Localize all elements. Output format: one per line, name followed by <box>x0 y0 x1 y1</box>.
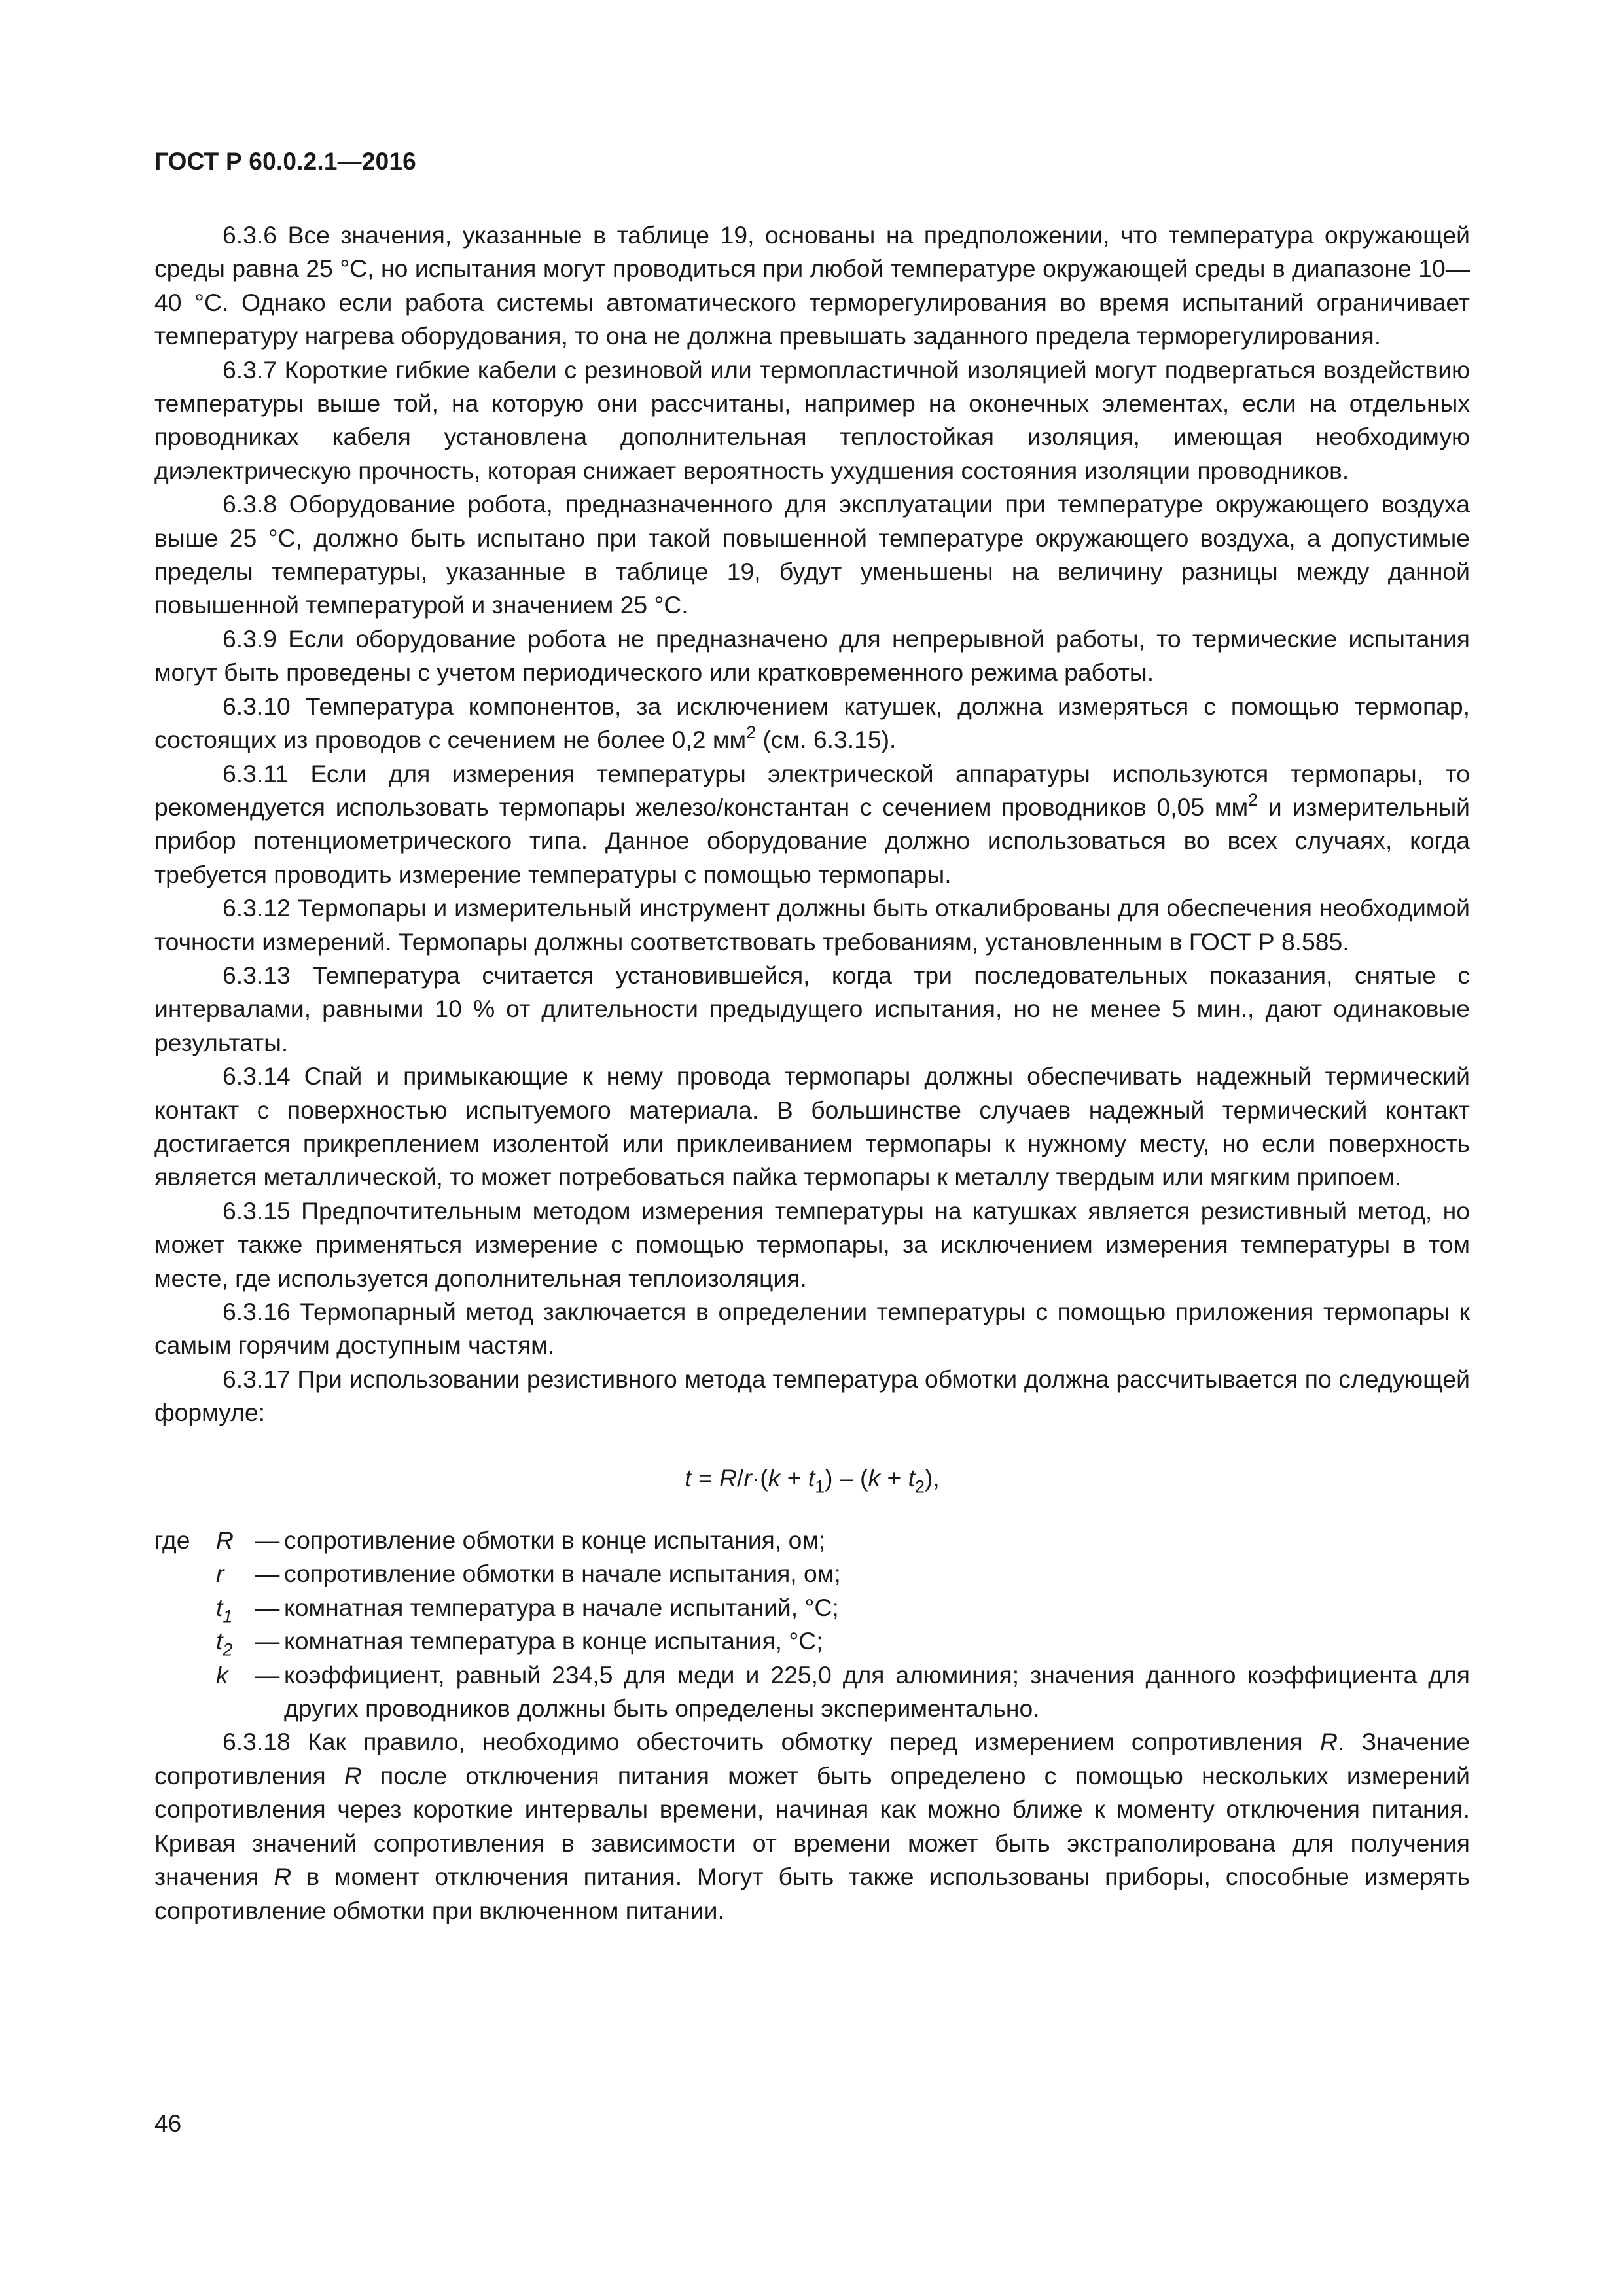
symbol-r: R <box>274 1863 292 1891</box>
formula-op: + <box>880 1463 908 1492</box>
legend-description: комнатная температура в конце испытания, °С; <box>284 1627 823 1655</box>
paragraph-6-3-15: 6.3.15 Предпочтительным методом измерения температуры на катушках является резистивный метод, но может также применяться измерение с помощью термопары, за исключением измерения температуры в том месте, где используется дополнительная теплоизоляция. <box>154 1196 1470 1292</box>
formula-subscript: 2 <box>915 1477 925 1497</box>
paragraph-6-3-6: 6.3.6 Все значения, указанные в таблице 19, основаны на предположении, что температура окружающей среды равна 25 °С, но испытания могут проводиться при любой температуре окружающей среды в диапазоне 10—40 °С. Однако если работа системы автоматического терморегулирования во время испытаний ограничивает температуру нагрева оборудования, то она не должна превышать заданного предела терморегулирования. <box>154 221 1470 350</box>
legend-lead: где <box>154 1526 190 1554</box>
paragraph-6-3-17: 6.3.17 При использовании резистивного метода температура обмотки должна рассчитывается по следующей формуле: <box>154 1365 1470 1427</box>
legend-dash: — <box>255 1560 280 1588</box>
paragraph-6-3-16: 6.3.16 Термопарный метод заключается в определении температуры с помощью приложения термопары к самым горячим доступным частям. <box>154 1298 1470 1359</box>
paragraph-6-3-8: 6.3.8 Оборудование робота, предназначенного для эксплуатации при температуре окружающего воздуха выше 25 °С, должно быть испытано при такой повышенной температуре окружающего воздуха, а допустимые пределы температуры, указанные в таблице 19, будут уменьшены на величину разницы между данной повышенной температурой и значением 25 °С. <box>154 490 1470 619</box>
paragraph-6-3-10 <box>154 690 1470 757</box>
page-number: 46 <box>154 2110 182 2137</box>
formula-symbol: k <box>868 1463 881 1492</box>
legend-dash: — <box>255 1526 280 1554</box>
symbol-r: R <box>1319 1728 1338 1756</box>
formula-op: ), <box>924 1463 940 1492</box>
formula-op: ) – ( <box>825 1463 868 1492</box>
paragraph-text: после отключения питания может быть определено с помощью нескольких измерений сопротивления через короткие интервалы времени, начиная как можно ближе к моменту отключения питания. Кривая значений сопротивления в зависимости от времени может быть экстраполирована для получения значения <box>154 1761 1470 1891</box>
paragraph-text: (см. 6.3.15). <box>756 726 897 754</box>
paragraph-text: 6.3.18 Как правило, необходимо обесточить обмотку перед измерением сопротивления <box>223 1728 1320 1756</box>
formula-subscript: 1 <box>815 1477 825 1497</box>
formula-symbol: t <box>908 1463 916 1492</box>
paragraph-6-3-11 <box>154 757 1470 892</box>
legend-description: коэффициент, равный 234,5 для меди и 225,0 для алюминия; значения данного коэффициента для других проводников должны быть определены экспериментально. <box>284 1660 1470 1723</box>
formula-symbol: R <box>719 1463 738 1492</box>
legend-description: комнатная температура в начале испытаний, °С; <box>284 1593 839 1621</box>
paragraph-text: в момент отключения питания. Могут быть также использованы приборы, способные измерять сопротивление обмотки при включенном питании. <box>154 1863 1470 1924</box>
legend-row <box>154 1524 1470 1557</box>
legend-symbol: R <box>216 1526 234 1554</box>
document-header: ГОСТ Р 60.0.2.1—2016 <box>154 148 416 175</box>
legend-row <box>154 1659 1470 1726</box>
legend-description: сопротивление обмотки в конце испытания, ом; <box>284 1526 826 1554</box>
legend-row <box>154 1624 1470 1658</box>
formula-op: = <box>691 1463 720 1492</box>
symbol-r: R <box>344 1761 362 1789</box>
paragraph-text: и измерительный прибор потенциометрического типа. Данное оборудование должно использоваться во всех случаях, когда требуется проводить измерение температуры с помощью термопары. <box>154 793 1471 888</box>
legend-dash: — <box>255 1627 280 1655</box>
paragraph-text: 6.3.11 Если для измерения температуры электрической аппаратуры используются термопары, то рекомендуется использовать термопары железо/константан с сечением проводников 0,05 мм <box>154 759 1470 821</box>
formula-symbol: k <box>768 1463 781 1492</box>
legend-symbol-subscript: 1 <box>223 1606 233 1626</box>
superscript: 2 <box>1248 790 1258 810</box>
paragraph-6-3-12: 6.3.12 Термопары и измерительный инструмент должны быть откалиброваны для обеспечения необходимой точности измерений. Термопары должны соответствовать требованиям, установленным в ГОСТ Р 8.585. <box>154 894 1470 956</box>
formula <box>154 1462 1470 1495</box>
paragraph-6-3-7: 6.3.7 Короткие гибкие кабели с резиновой или термопластичной изоляцией могут подвергаться воздействию температуры выше той, на которую они рассчитаны, например на оконечных элементах, если на отдельных проводниках кабеля установлена дополнительная теплостойкая изоляция, имеющая необходимую диэлектрическую прочность, которая снижает вероятность ухудшения состояния изоляции проводников. <box>154 355 1470 484</box>
legend-symbol <box>216 1591 255 1624</box>
paragraph-6-3-18 <box>154 1725 1470 1927</box>
paragraph-6-3-9: 6.3.9 Если оборудование робота не предназначено для непрерывной работы, то термические испытания могут быть проведены с учетом периодического или кратковременного режима работы. <box>154 624 1470 687</box>
legend-symbol: k <box>216 1660 228 1689</box>
legend-row <box>154 1591 1470 1624</box>
legend-dash: — <box>255 1593 280 1621</box>
paragraph-6-3-14: 6.3.14 Спай и примыкающие к нему провода термопары должны обеспечивать надежный термический контакт с поверхностью испытуемого материала. В большинстве случаев надежный термический контакт достигается прикреплением изолентой или приклеиванием термопары к нужному месту, но если поверхность является металлической, то может потребоваться пайка термопары к металлу твердым или мягким припоем. <box>154 1062 1470 1191</box>
formula-op: / <box>737 1463 744 1492</box>
paragraph-text: 6.3.10 Температура компонентов, за исключением катушек, должна измеряться с помощью термопар, состоящих из проводов с сечением не более 0,2 мм <box>154 692 1470 754</box>
legend-symbol-subscript: 2 <box>223 1640 233 1660</box>
paragraph-6-3-13: 6.3.13 Температура считается установившейся, когда три последовательных показания, снятые с интервалами, равными 10 % от длительности предыдущего испытания, но не менее 5 мин., дают одинаковые результаты. <box>154 961 1470 1056</box>
formula-symbol: r <box>743 1463 752 1492</box>
legend-row <box>154 1557 1470 1590</box>
formula-symbol: t <box>685 1463 692 1492</box>
formula-op: ·( <box>751 1463 768 1492</box>
legend-symbol <box>216 1624 255 1658</box>
legend-symbol-letter: t <box>216 1627 223 1655</box>
legend-symbol-letter: t <box>216 1593 223 1621</box>
document-body <box>154 219 1470 1928</box>
formula-symbol: t <box>808 1463 815 1492</box>
legend-symbol: r <box>216 1560 224 1588</box>
legend-dash: — <box>255 1660 280 1689</box>
formula-op: + <box>780 1463 808 1492</box>
legend-description: сопротивление обмотки в начале испытания, ом; <box>284 1560 841 1588</box>
paragraph-text: . Значение сопротивления <box>154 1728 1471 1789</box>
formula-legend <box>154 1524 1470 1725</box>
superscript: 2 <box>746 723 757 743</box>
